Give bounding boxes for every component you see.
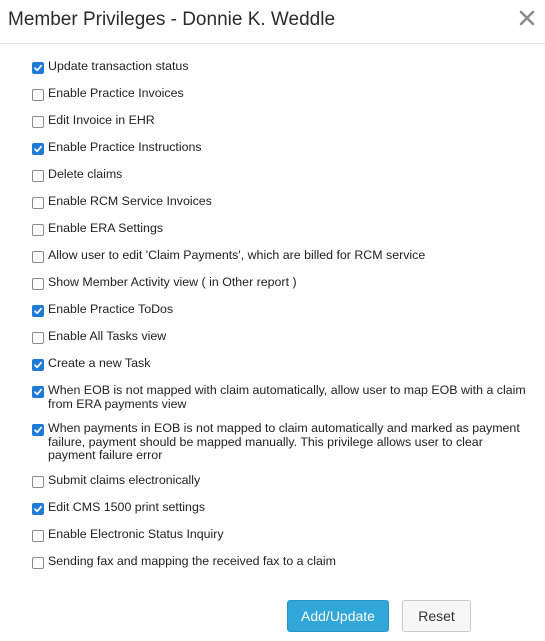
privilege-item	[32, 249, 532, 265]
checkbox-checked[interactable]	[32, 503, 44, 515]
checkbox-unchecked[interactable]	[32, 170, 44, 182]
privilege-item	[32, 422, 532, 463]
checkbox-checked[interactable]	[32, 424, 44, 436]
privilege-label[interactable]: Enable Practice ToDos	[48, 302, 174, 316]
checkmark-icon	[33, 387, 43, 397]
privilege-label[interactable]: When EOB is not mapped with claim automatically, allow user to map EOB with a claim from ERA payments view	[48, 383, 526, 411]
checkbox-unchecked[interactable]	[32, 530, 44, 542]
privilege-item	[32, 141, 532, 157]
privilege-label[interactable]: Enable All Tasks view	[48, 329, 167, 343]
privilege-label[interactable]: Create a new Task	[48, 356, 151, 370]
privilege-item	[32, 222, 532, 238]
privilege-label[interactable]: Enable Practice Invoices	[48, 86, 184, 100]
checkbox-unchecked[interactable]	[32, 197, 44, 209]
privilege-label[interactable]: Submit claims electronically	[48, 472, 201, 487]
privilege-label[interactable]: Allow user to edit 'Claim Payments', which are billed for RCM service	[48, 248, 426, 262]
privilege-label[interactable]: Edit CMS 1500 print settings	[48, 499, 206, 514]
privilege-label[interactable]: Sending fax and mapping the received fax to a claim	[48, 553, 336, 568]
privilege-item	[32, 303, 532, 319]
checkbox-unchecked[interactable]	[32, 278, 44, 290]
checkbox-unchecked[interactable]	[32, 224, 44, 236]
checkmark-icon	[33, 504, 43, 514]
privilege-label[interactable]: Show Member Activity view ( in Other report )	[48, 275, 297, 289]
privilege-item	[32, 474, 532, 490]
privilege-item	[32, 501, 532, 517]
privilege-label[interactable]: Delete claims	[48, 167, 123, 181]
privilege-item	[32, 528, 532, 544]
checkbox-checked[interactable]	[32, 143, 44, 155]
privilege-item	[32, 114, 532, 130]
checkbox-unchecked[interactable]	[32, 476, 44, 488]
privilege-item	[32, 276, 532, 292]
privilege-item	[32, 357, 532, 373]
privilege-item	[32, 330, 532, 346]
dialog-footer	[0, 600, 545, 632]
add-update-button[interactable]: Add/Update	[287, 600, 389, 632]
privilege-list	[32, 60, 532, 582]
close-icon[interactable]	[515, 6, 539, 30]
checkbox-unchecked[interactable]	[32, 332, 44, 344]
checkmark-icon	[33, 306, 43, 316]
checkmark-icon	[33, 360, 43, 370]
checkbox-unchecked[interactable]	[32, 557, 44, 569]
checkbox-checked[interactable]	[32, 62, 44, 74]
checkbox-unchecked[interactable]	[32, 116, 44, 128]
checkbox-unchecked[interactable]	[32, 89, 44, 101]
privilege-label[interactable]: Update transaction status	[48, 59, 189, 73]
checkmark-icon	[33, 63, 43, 73]
checkbox-checked[interactable]	[32, 305, 44, 317]
checkbox-unchecked[interactable]	[32, 251, 44, 263]
dialog-header	[0, 0, 545, 44]
checkbox-checked[interactable]	[32, 359, 44, 371]
privilege-item	[32, 168, 532, 184]
privilege-label[interactable]: When payments in EOB is not mapped to claim automatically and marked as payment failure, payment should be mapped manually. This privilege allows user to clear payment failure error	[48, 421, 520, 462]
privilege-item	[32, 555, 532, 571]
privilege-item	[32, 384, 532, 411]
dialog-title: Member Privileges - Donnie K. Weddle	[8, 9, 336, 30]
privilege-label[interactable]: Enable ERA Settings	[48, 221, 164, 235]
privilege-label[interactable]: Enable RCM Service Invoices	[48, 194, 212, 208]
checkbox-checked[interactable]	[32, 386, 44, 398]
privilege-label[interactable]: Enable Electronic Status Inquiry	[48, 526, 224, 541]
privilege-label[interactable]: Edit Invoice in EHR	[48, 113, 155, 127]
privilege-item	[32, 60, 532, 76]
privilege-label[interactable]: Enable Practice Instructions	[48, 140, 202, 154]
checkmark-icon	[33, 425, 43, 435]
reset-button[interactable]: Reset	[402, 600, 471, 632]
privilege-item	[32, 87, 532, 103]
privilege-item	[32, 195, 532, 211]
checkmark-icon	[33, 144, 43, 154]
